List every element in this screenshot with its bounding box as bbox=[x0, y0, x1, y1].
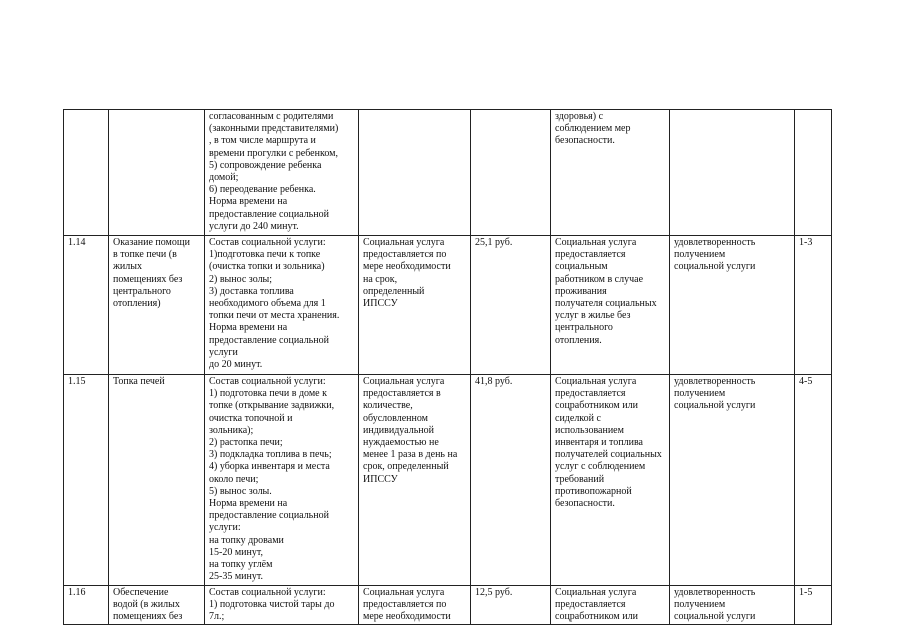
services-table bbox=[63, 109, 832, 625]
cell-service-name: Оказание помощи в топке печи (в жилых помещениях без центрального отопления) bbox=[109, 236, 205, 375]
cell-indicators bbox=[670, 110, 795, 236]
cell-extra: 1-5 bbox=[795, 586, 832, 625]
cell-conditions: Социальная услуга предоставляется социальным работником в случае проживания получателя социальных услуг в жилье без центрального отопления. bbox=[551, 236, 670, 375]
cell-price: 12,5 руб. bbox=[471, 586, 551, 625]
cell-period bbox=[359, 110, 471, 236]
cell-service-name: Обеспечение водой (в жилых помещениях без bbox=[109, 586, 205, 625]
cell-service-content: согласованным с родителями (законными представителями) , в том числе маршрута и времени прогулки с ребенком, 5) сопровождение ребенка домой; 6) переодевание ребенка. Норма времени на предоставление социальной услуги до 240 минут. bbox=[205, 110, 359, 236]
cell-service-content: Состав социальной услуги: 1) подготовка печи в доме к топке (открывание задвижки, очистка топочной и зольника); 2) растопка печи; 3) подкладка топлива в печь; 4) уборка инвентаря и места около печи; 5) вынос золы. Норма времени на предоставление социальной услуги: на топку дровами 15-20 минут, на топку углём 25-35 минут. bbox=[205, 375, 359, 586]
cell-service-content: Состав социальной услуги: 1) подготовка чистой тары до 7л.; bbox=[205, 586, 359, 625]
table-row bbox=[64, 375, 832, 586]
cell-conditions: Социальная услуга предоставляется соцработником или bbox=[551, 586, 670, 625]
table-row bbox=[64, 586, 832, 625]
cell-extra bbox=[795, 110, 832, 236]
cell-indicators: удовлетворенность получением социальной услуги bbox=[670, 586, 795, 625]
cell-price bbox=[471, 110, 551, 236]
cell-price: 41,8 руб. bbox=[471, 375, 551, 586]
cell-extra: 1-3 bbox=[795, 236, 832, 375]
cell-conditions: здоровья) с соблюдением мер безопасности. bbox=[551, 110, 670, 236]
cell-number bbox=[64, 110, 109, 236]
cell-number: 1.16 bbox=[64, 586, 109, 625]
cell-service-name: Топка печей bbox=[109, 375, 205, 586]
cell-period: Социальная услуга предоставляется по мере необходимости на срок, определенный ИПССУ bbox=[359, 236, 471, 375]
cell-period: Социальная услуга предоставляется по мере необходимости bbox=[359, 586, 471, 625]
table-row bbox=[64, 236, 832, 375]
cell-service-content: Состав социальной услуги: 1)подготовка печи к топке (очистка топки и зольника) 2) вынос золы; 3) доставка топлива необходимого объема для 1 топки печи от места хранения. Норма времени на предоставление социальной услуги до 20 минут. bbox=[205, 236, 359, 375]
cell-period: Социальная услуга предоставляется в количестве, обусловленном индивидуальной нуждаемостью не менее 1 раза в день на срок, определенный ИПССУ bbox=[359, 375, 471, 586]
cell-service-name bbox=[109, 110, 205, 236]
cell-extra: 4-5 bbox=[795, 375, 832, 586]
cell-indicators: удовлетворенность получением социальной услуги bbox=[670, 236, 795, 375]
cell-indicators: удовлетворенность получением социальной услуги bbox=[670, 375, 795, 586]
table-row bbox=[64, 110, 832, 236]
cell-price: 25,1 руб. bbox=[471, 236, 551, 375]
cell-number: 1.14 bbox=[64, 236, 109, 375]
cell-number: 1.15 bbox=[64, 375, 109, 586]
cell-conditions: Социальная услуга предоставляется соцработником или сиделкой с использованием инвентаря и топлива получателей социальных услуг с соблюдением требований противопожарной безопасности. bbox=[551, 375, 670, 586]
